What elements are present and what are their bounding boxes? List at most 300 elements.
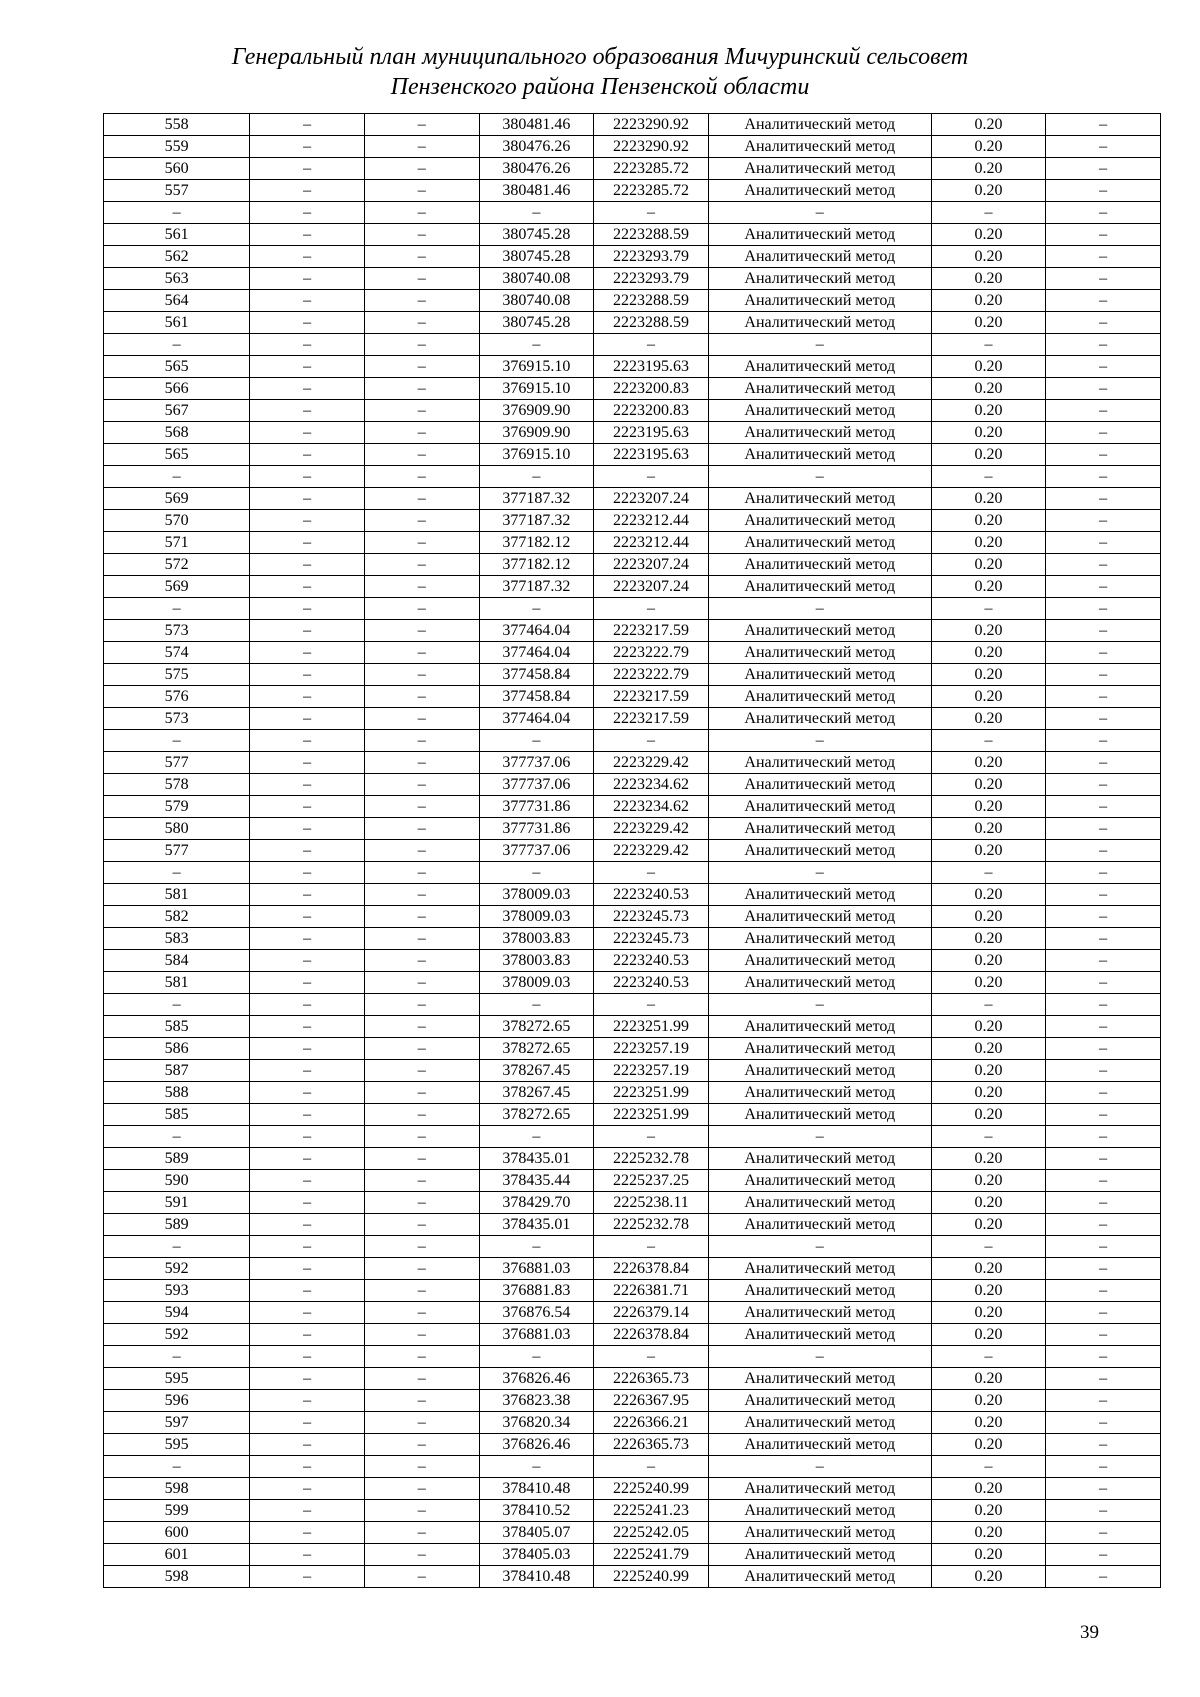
cell-y-coordinate: 2223207.24	[594, 488, 709, 510]
cell-accuracy: 0.20	[931, 884, 1046, 906]
cell-point-number: –	[104, 730, 250, 752]
cell-accuracy: 0.20	[931, 1280, 1046, 1302]
cell-x-coordinate: 376881.03	[479, 1324, 594, 1346]
cell-method: Аналитический метод	[708, 114, 931, 136]
table-row	[104, 224, 1161, 246]
cell-point-number: 588	[104, 1082, 250, 1104]
cell-col-3: –	[364, 1390, 479, 1412]
cell-accuracy: 0.20	[931, 796, 1046, 818]
table-row	[104, 136, 1161, 158]
cell-col-8: –	[1046, 180, 1161, 202]
cell-y-coordinate: 2223200.83	[594, 378, 709, 400]
cell-point-number: 601	[104, 1544, 250, 1566]
cell-col-8: –	[1046, 906, 1161, 928]
cell-col-2: –	[250, 312, 365, 334]
cell-x-coordinate: 376915.10	[479, 356, 594, 378]
cell-point-number: 592	[104, 1324, 250, 1346]
cell-col-3: –	[364, 664, 479, 686]
cell-x-coordinate: 376823.38	[479, 1390, 594, 1412]
cell-col-2: –	[250, 1456, 365, 1478]
cell-point-number: 579	[104, 796, 250, 818]
cell-x-coordinate: 377182.12	[479, 532, 594, 554]
table-row	[104, 884, 1161, 906]
table-row	[104, 1522, 1161, 1544]
cell-y-coordinate: 2223288.59	[594, 224, 709, 246]
table-row	[104, 356, 1161, 378]
cell-method: Аналитический метод	[708, 1522, 931, 1544]
table-row	[104, 1060, 1161, 1082]
table-row	[104, 378, 1161, 400]
cell-y-coordinate: 2223222.79	[594, 642, 709, 664]
cell-method: Аналитический метод	[708, 158, 931, 180]
cell-col-2: –	[250, 730, 365, 752]
cell-accuracy: 0.20	[931, 642, 1046, 664]
cell-method: Аналитический метод	[708, 1258, 931, 1280]
cell-accuracy: 0.20	[931, 378, 1046, 400]
cell-col-2: –	[250, 1478, 365, 1500]
cell-method: Аналитический метод	[708, 928, 931, 950]
cell-accuracy: 0.20	[931, 1302, 1046, 1324]
cell-accuracy: 0.20	[931, 532, 1046, 554]
cell-accuracy: 0.20	[931, 1500, 1046, 1522]
cell-method: –	[708, 1456, 931, 1478]
cell-accuracy: 0.20	[931, 1192, 1046, 1214]
cell-point-number: 573	[104, 708, 250, 730]
cell-accuracy: 0.20	[931, 664, 1046, 686]
cell-col-2: –	[250, 620, 365, 642]
cell-col-2: –	[250, 1104, 365, 1126]
cell-col-3: –	[364, 1324, 479, 1346]
table-row	[104, 730, 1161, 752]
table-row	[104, 466, 1161, 488]
cell-col-2: –	[250, 158, 365, 180]
cell-y-coordinate: 2223251.99	[594, 1104, 709, 1126]
cell-y-coordinate: 2223290.92	[594, 114, 709, 136]
cell-accuracy: –	[931, 862, 1046, 884]
cell-method: Аналитический метод	[708, 246, 931, 268]
cell-x-coordinate: 376909.90	[479, 400, 594, 422]
cell-col-2: –	[250, 136, 365, 158]
cell-x-coordinate: 378410.52	[479, 1500, 594, 1522]
cell-accuracy: 0.20	[931, 1390, 1046, 1412]
cell-method: –	[708, 994, 931, 1016]
cell-col-8: –	[1046, 972, 1161, 994]
cell-method: Аналитический метод	[708, 312, 931, 334]
table-row	[104, 708, 1161, 730]
cell-accuracy: 0.20	[931, 158, 1046, 180]
cell-x-coordinate: –	[479, 862, 594, 884]
cell-method: Аналитический метод	[708, 268, 931, 290]
cell-col-3: –	[364, 1258, 479, 1280]
cell-col-3: –	[364, 1104, 479, 1126]
cell-x-coordinate: 378405.07	[479, 1522, 594, 1544]
cell-accuracy: –	[931, 730, 1046, 752]
cell-col-2: –	[250, 774, 365, 796]
cell-col-3: –	[364, 290, 479, 312]
cell-col-2: –	[250, 1302, 365, 1324]
cell-col-3: –	[364, 312, 479, 334]
cell-method: Аналитический метод	[708, 378, 931, 400]
cell-point-number: 582	[104, 906, 250, 928]
table-row	[104, 1390, 1161, 1412]
cell-col-3: –	[364, 1060, 479, 1082]
document-header	[0, 42, 1200, 102]
cell-col-2: –	[250, 1434, 365, 1456]
cell-col-3: –	[364, 576, 479, 598]
page-number: 39	[1080, 1622, 1099, 1643]
cell-x-coordinate: –	[479, 598, 594, 620]
cell-col-8: –	[1046, 1258, 1161, 1280]
cell-point-number: –	[104, 598, 250, 620]
cell-y-coordinate: 2226378.84	[594, 1324, 709, 1346]
cell-col-8: –	[1046, 1434, 1161, 1456]
table-row	[104, 1126, 1161, 1148]
cell-col-8: –	[1046, 598, 1161, 620]
cell-y-coordinate: 2223195.63	[594, 356, 709, 378]
table-row	[104, 994, 1161, 1016]
cell-col-3: –	[364, 818, 479, 840]
cell-y-coordinate: 2223217.59	[594, 708, 709, 730]
cell-x-coordinate: 377737.06	[479, 840, 594, 862]
cell-y-coordinate: 2223240.53	[594, 950, 709, 972]
cell-point-number: 598	[104, 1566, 250, 1588]
cell-col-8: –	[1046, 796, 1161, 818]
cell-col-3: –	[364, 1302, 479, 1324]
cell-point-number: –	[104, 1236, 250, 1258]
cell-accuracy: 0.20	[931, 180, 1046, 202]
cell-y-coordinate: –	[594, 466, 709, 488]
cell-point-number: 598	[104, 1478, 250, 1500]
cell-col-3: –	[364, 202, 479, 224]
cell-point-number: 560	[104, 158, 250, 180]
cell-point-number: 569	[104, 488, 250, 510]
cell-point-number: 565	[104, 444, 250, 466]
cell-x-coordinate: 376909.90	[479, 422, 594, 444]
cell-col-8: –	[1046, 1060, 1161, 1082]
cell-col-8: –	[1046, 202, 1161, 224]
cell-col-3: –	[364, 246, 479, 268]
cell-method: Аналитический метод	[708, 1412, 931, 1434]
cell-method: Аналитический метод	[708, 532, 931, 554]
cell-col-8: –	[1046, 466, 1161, 488]
cell-method: Аналитический метод	[708, 554, 931, 576]
cell-point-number: 567	[104, 400, 250, 422]
cell-col-3: –	[364, 1566, 479, 1588]
cell-method: Аналитический метод	[708, 1016, 931, 1038]
cell-col-8: –	[1046, 1412, 1161, 1434]
cell-col-8: –	[1046, 1456, 1161, 1478]
cell-col-3: –	[364, 1236, 479, 1258]
cell-x-coordinate: 378003.83	[479, 928, 594, 950]
cell-point-number: 595	[104, 1368, 250, 1390]
cell-col-2: –	[250, 1148, 365, 1170]
cell-method: –	[708, 1126, 931, 1148]
cell-col-8: –	[1046, 708, 1161, 730]
cell-col-8: –	[1046, 1390, 1161, 1412]
cell-col-2: –	[250, 246, 365, 268]
cell-col-3: –	[364, 1280, 479, 1302]
cell-x-coordinate: 380745.28	[479, 246, 594, 268]
cell-col-8: –	[1046, 1214, 1161, 1236]
cell-method: Аналитический метод	[708, 1280, 931, 1302]
cell-col-3: –	[364, 1456, 479, 1478]
cell-col-3: –	[364, 686, 479, 708]
cell-col-8: –	[1046, 312, 1161, 334]
cell-col-8: –	[1046, 444, 1161, 466]
cell-x-coordinate: 376915.10	[479, 378, 594, 400]
cell-method: –	[708, 1346, 931, 1368]
cell-point-number: 568	[104, 422, 250, 444]
cell-method: –	[708, 598, 931, 620]
cell-x-coordinate: 377464.04	[479, 708, 594, 730]
cell-point-number: 594	[104, 1302, 250, 1324]
cell-accuracy: 0.20	[931, 906, 1046, 928]
cell-col-3: –	[364, 620, 479, 642]
cell-point-number: 581	[104, 972, 250, 994]
cell-y-coordinate: 2223288.59	[594, 312, 709, 334]
cell-point-number: 566	[104, 378, 250, 400]
cell-point-number: 563	[104, 268, 250, 290]
cell-y-coordinate: –	[594, 1126, 709, 1148]
cell-accuracy: 0.20	[931, 290, 1046, 312]
cell-method: Аналитический метод	[708, 1060, 931, 1082]
cell-col-2: –	[250, 1214, 365, 1236]
cell-x-coordinate: 377731.86	[479, 796, 594, 818]
cell-x-coordinate: 377187.32	[479, 576, 594, 598]
cell-col-3: –	[364, 642, 479, 664]
cell-x-coordinate: –	[479, 1236, 594, 1258]
cell-x-coordinate: 378435.01	[479, 1148, 594, 1170]
cell-col-3: –	[364, 422, 479, 444]
cell-col-2: –	[250, 1038, 365, 1060]
cell-method: Аналитический метод	[708, 774, 931, 796]
cell-col-3: –	[364, 334, 479, 356]
cell-col-8: –	[1046, 1544, 1161, 1566]
cell-method: Аналитический метод	[708, 290, 931, 312]
cell-col-3: –	[364, 1170, 479, 1192]
cell-accuracy: 0.20	[931, 1148, 1046, 1170]
table-row	[104, 774, 1161, 796]
cell-x-coordinate: 378009.03	[479, 972, 594, 994]
cell-method: Аналитический метод	[708, 1566, 931, 1588]
cell-point-number: 575	[104, 664, 250, 686]
cell-accuracy: –	[931, 334, 1046, 356]
table-row	[104, 620, 1161, 642]
cell-accuracy: –	[931, 1346, 1046, 1368]
cell-y-coordinate: 2223207.24	[594, 554, 709, 576]
cell-method: Аналитический метод	[708, 664, 931, 686]
table-row	[104, 114, 1161, 136]
table-row	[104, 1434, 1161, 1456]
cell-point-number: 596	[104, 1390, 250, 1412]
cell-col-2: –	[250, 686, 365, 708]
cell-col-2: –	[250, 884, 365, 906]
table-row	[104, 400, 1161, 422]
table-row	[104, 576, 1161, 598]
cell-col-8: –	[1046, 994, 1161, 1016]
cell-col-3: –	[364, 1412, 479, 1434]
cell-col-2: –	[250, 950, 365, 972]
cell-col-3: –	[364, 1016, 479, 1038]
cell-accuracy: 0.20	[931, 752, 1046, 774]
cell-col-2: –	[250, 598, 365, 620]
table-row	[104, 334, 1161, 356]
table-row	[104, 1104, 1161, 1126]
cell-col-8: –	[1046, 246, 1161, 268]
table-row	[104, 906, 1161, 928]
cell-accuracy: 0.20	[931, 554, 1046, 576]
cell-y-coordinate: 2225232.78	[594, 1214, 709, 1236]
cell-y-coordinate: –	[594, 334, 709, 356]
cell-col-2: –	[250, 1346, 365, 1368]
cell-point-number: –	[104, 1126, 250, 1148]
cell-y-coordinate: 2225241.79	[594, 1544, 709, 1566]
cell-col-2: –	[250, 818, 365, 840]
cell-col-3: –	[364, 1214, 479, 1236]
cell-col-2: –	[250, 202, 365, 224]
cell-x-coordinate: 378272.65	[479, 1016, 594, 1038]
table-row	[104, 268, 1161, 290]
cell-method: –	[708, 202, 931, 224]
cell-x-coordinate: 378435.01	[479, 1214, 594, 1236]
cell-y-coordinate: 2225241.23	[594, 1500, 709, 1522]
cell-col-8: –	[1046, 158, 1161, 180]
cell-col-3: –	[364, 1434, 479, 1456]
cell-point-number: 592	[104, 1258, 250, 1280]
cell-col-3: –	[364, 796, 479, 818]
cell-y-coordinate: 2226367.95	[594, 1390, 709, 1412]
cell-col-3: –	[364, 598, 479, 620]
cell-method: Аналитический метод	[708, 1302, 931, 1324]
cell-method: Аналитический метод	[708, 224, 931, 246]
cell-col-8: –	[1046, 1104, 1161, 1126]
table-row	[104, 796, 1161, 818]
cell-col-3: –	[364, 136, 479, 158]
cell-y-coordinate: 2226381.71	[594, 1280, 709, 1302]
table-row	[104, 554, 1161, 576]
cell-method: Аналитический метод	[708, 642, 931, 664]
cell-method: –	[708, 862, 931, 884]
cell-col-2: –	[250, 1522, 365, 1544]
cell-method: Аналитический метод	[708, 1082, 931, 1104]
coordinates-table	[103, 113, 1161, 1588]
cell-x-coordinate: 377737.06	[479, 752, 594, 774]
table-row	[104, 1280, 1161, 1302]
cell-point-number: –	[104, 466, 250, 488]
cell-accuracy: –	[931, 466, 1046, 488]
table-row	[104, 664, 1161, 686]
cell-point-number: 590	[104, 1170, 250, 1192]
cell-y-coordinate: 2223245.73	[594, 928, 709, 950]
cell-col-3: –	[364, 774, 479, 796]
cell-col-2: –	[250, 1082, 365, 1104]
cell-accuracy: –	[931, 1456, 1046, 1478]
cell-col-2: –	[250, 1412, 365, 1434]
cell-col-2: –	[250, 114, 365, 136]
cell-col-8: –	[1046, 1566, 1161, 1588]
cell-col-3: –	[364, 1522, 479, 1544]
cell-accuracy: 0.20	[931, 686, 1046, 708]
table-row	[104, 752, 1161, 774]
cell-col-8: –	[1046, 1368, 1161, 1390]
cell-col-3: –	[364, 752, 479, 774]
cell-method: Аналитический метод	[708, 950, 931, 972]
cell-x-coordinate: –	[479, 994, 594, 1016]
cell-col-2: –	[250, 906, 365, 928]
cell-y-coordinate: –	[594, 862, 709, 884]
cell-accuracy: –	[931, 202, 1046, 224]
cell-x-coordinate: –	[479, 730, 594, 752]
cell-y-coordinate: 2223195.63	[594, 422, 709, 444]
table-row	[104, 1148, 1161, 1170]
cell-y-coordinate: 2223290.92	[594, 136, 709, 158]
cell-accuracy: 0.20	[931, 224, 1046, 246]
cell-point-number: 558	[104, 114, 250, 136]
cell-col-8: –	[1046, 422, 1161, 444]
table-row	[104, 1456, 1161, 1478]
table-row	[104, 202, 1161, 224]
table-row	[104, 950, 1161, 972]
cell-y-coordinate: 2225240.99	[594, 1478, 709, 1500]
table-row	[104, 1236, 1161, 1258]
cell-col-2: –	[250, 796, 365, 818]
cell-col-8: –	[1046, 730, 1161, 752]
cell-col-8: –	[1046, 1522, 1161, 1544]
cell-col-8: –	[1046, 224, 1161, 246]
cell-accuracy: 0.20	[931, 774, 1046, 796]
cell-accuracy: 0.20	[931, 1368, 1046, 1390]
cell-y-coordinate: 2223207.24	[594, 576, 709, 598]
cell-col-2: –	[250, 708, 365, 730]
cell-col-8: –	[1046, 1280, 1161, 1302]
cell-accuracy: 0.20	[931, 1214, 1046, 1236]
cell-method: –	[708, 730, 931, 752]
cell-col-3: –	[364, 224, 479, 246]
cell-col-3: –	[364, 730, 479, 752]
cell-method: –	[708, 466, 931, 488]
cell-accuracy: 0.20	[931, 1324, 1046, 1346]
cell-method: Аналитический метод	[708, 708, 931, 730]
cell-col-8: –	[1046, 1302, 1161, 1324]
cell-method: Аналитический метод	[708, 1434, 931, 1456]
cell-y-coordinate: 2223229.42	[594, 752, 709, 774]
cell-x-coordinate: 378405.03	[479, 1544, 594, 1566]
cell-col-2: –	[250, 752, 365, 774]
table-row	[104, 1258, 1161, 1280]
cell-col-2: –	[250, 1170, 365, 1192]
cell-col-8: –	[1046, 334, 1161, 356]
cell-col-2: –	[250, 1390, 365, 1412]
cell-accuracy: 0.20	[931, 1522, 1046, 1544]
cell-y-coordinate: 2226366.21	[594, 1412, 709, 1434]
cell-col-3: –	[364, 466, 479, 488]
cell-accuracy: 0.20	[931, 136, 1046, 158]
cell-col-8: –	[1046, 268, 1161, 290]
cell-point-number: 562	[104, 246, 250, 268]
cell-x-coordinate: –	[479, 1126, 594, 1148]
cell-point-number: 564	[104, 290, 250, 312]
cell-y-coordinate: 2225238.11	[594, 1192, 709, 1214]
cell-x-coordinate: 380740.08	[479, 268, 594, 290]
cell-col-3: –	[364, 268, 479, 290]
cell-col-3: –	[364, 1082, 479, 1104]
cell-x-coordinate: 378410.48	[479, 1566, 594, 1588]
cell-col-2: –	[250, 224, 365, 246]
cell-point-number: –	[104, 1346, 250, 1368]
table-row	[104, 1214, 1161, 1236]
cell-accuracy: 0.20	[931, 510, 1046, 532]
cell-method: Аналитический метод	[708, 444, 931, 466]
